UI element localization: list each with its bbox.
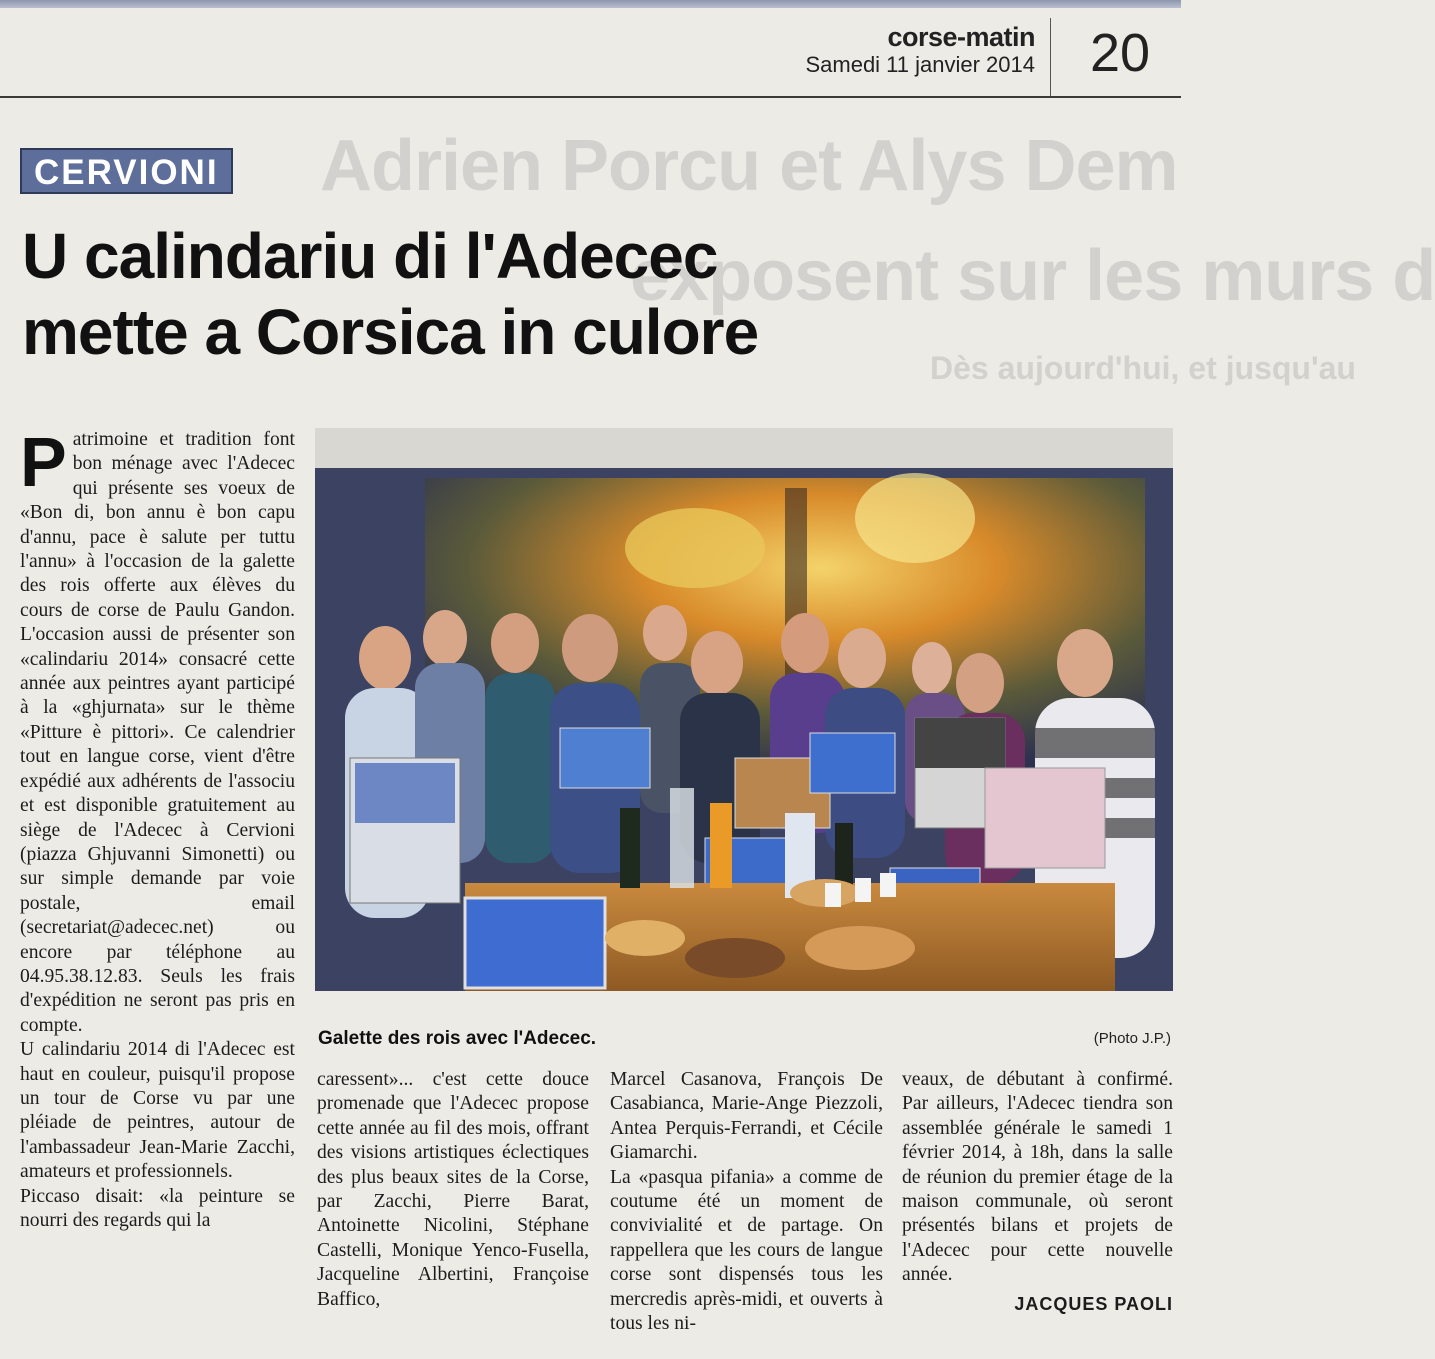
newspaper-brand: corse-matin: [887, 22, 1035, 52]
article-column-1: [20, 423, 295, 1233]
bleed-through-headline-2: exposent sur les murs d: [630, 236, 1435, 316]
photo-caption: Galette des rois avec l'Adecec.: [318, 1028, 597, 1049]
article-column-3: [610, 1068, 883, 1336]
drop-cap: P: [20, 423, 67, 501]
group-photo-illustration: [315, 428, 1173, 991]
headline-line-2: mette a Corsica in culore: [22, 296, 759, 368]
bleed-through-text: Dès aujourd'hui, et jusqu'au: [930, 350, 1356, 386]
column-2-text: caressent»... c'est cette douce promenade que l'Adecec propose cette année au fil des mois, offrant des visions artistiques éclectiques des plus beaux sites de la Corse, par Zacchi, Pierre Barat, Antoinette Nicolini, Stéphane Castelli, Monique Yenco-Fusella, Jacqueline Albertini, Françoise Baffico,: [317, 1069, 589, 1310]
masthead: [0, 8, 1181, 98]
article-column-2: [317, 1068, 589, 1312]
section-kicker: CERVIONI: [20, 148, 233, 194]
masthead-divider: [1050, 18, 1051, 96]
paragraph-3: Piccaso disait: «la peinture se nourri des regards qui la: [20, 1185, 295, 1231]
page-number: 20: [1090, 23, 1151, 83]
issue-date: Samedi 11 janvier 2014: [805, 52, 1035, 77]
bleed-through-headline-1: Adrien Porcu et Alys Dem: [320, 126, 1178, 206]
column-3-paragraph-2: La «pasqua pifania» a comme de coutume été un moment de convivialité et de partage. On rappellera que les cours de langue corse sont dispensés tous les mercredis après-midi, et ouverts à tous les ni-: [610, 1166, 883, 1335]
headline-line-1: U calindariu di l'Adecec: [22, 220, 718, 292]
paragraph-2: U calindariu 2014 di l'Adecec est haut en couleur, puisqu'il propose un tour de Corse vu par une pléiade de peintres, autour de l'ambassadeur Jean-Marie Zacchi, amateurs et professionnels.: [20, 1039, 295, 1183]
author-byline: JACQUES PAOLI: [1014, 1293, 1173, 1314]
column-4-text: veaux, de débutant à confirmé. Par ailleurs, l'Adecec tiendra son assemblée générale le samedi 1 février 2014, à 18h, dans la salle de réunion du premier étage de la maison communale, où seront présentés bilans et projets de l'Adecec pour cette nouvelle année.: [902, 1069, 1173, 1286]
column-3-paragraph-1: Marcel Casanova, François De Casabianca, Marie-Ange Piezzoli, Antea Perquis-Ferrandi, et Cécile Giamarchi.: [610, 1069, 883, 1164]
top-color-bar: [0, 0, 1181, 8]
photo-credit: (Photo J.P.): [1093, 1030, 1171, 1047]
paragraph-1: [20, 423, 295, 1038]
paragraph-1-text: atrimoine et tradition font bon ménage avec l'Adecec qui présente ses voeux de «Bon di, bon annu è bon capu d'annu, pace è salute per tuttu l'annu» à l'occasion de la galette des rois offerte aux élèves du cours de corse de Paulu Gandon. L'occasion aussi de présenter son «calindariu 2014» consacré cette année aux peintres ayant participé à la «ghjurnata» sur le thème «Pitture è pittori». Ce calendrier tout en langue corse, vient d'être expédié aux adhérents de l'associu et est disponible gratuitement au siège de l'Adecec à Cervioni (piazza Ghjuvanni Simonetti) ou sur simple demande par voie postale, email (secretariat@adecec.net) ou encore par téléphone au 04.95.38.12.83. Seuls les frais d'expédition ne seront pas pris en compte.: [20, 429, 295, 1036]
article-headline: [22, 218, 1022, 370]
article-photo: [315, 428, 1173, 991]
article-column-4: [902, 1068, 1173, 1316]
